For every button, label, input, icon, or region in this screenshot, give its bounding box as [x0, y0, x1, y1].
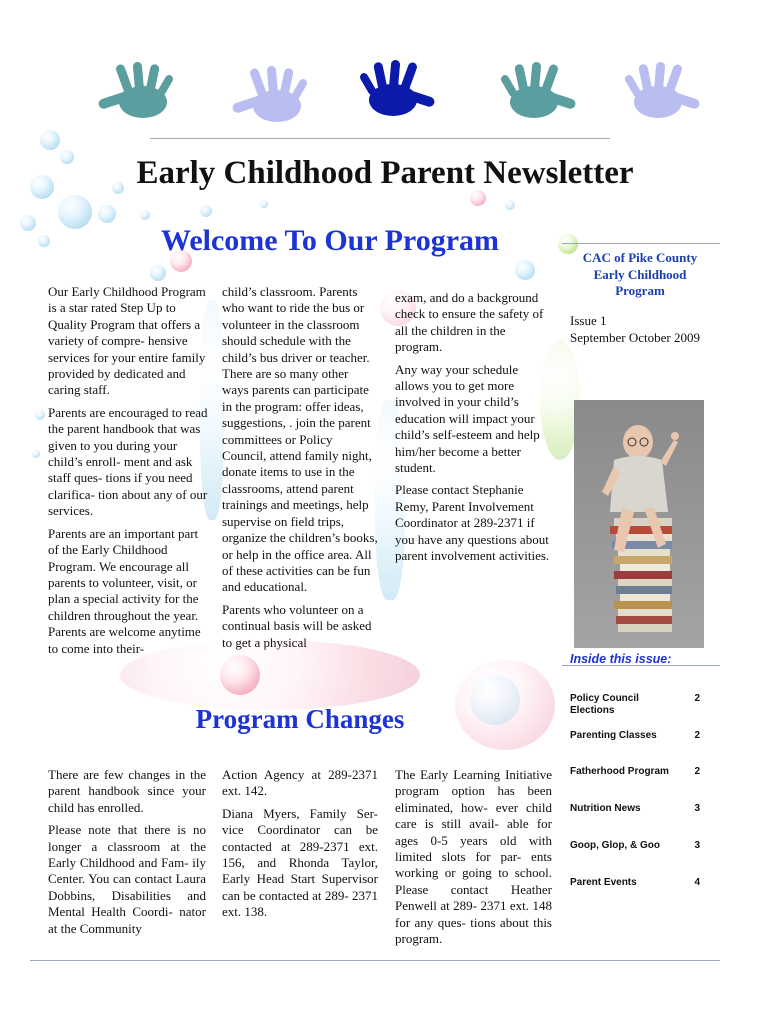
bottom-rule — [30, 960, 720, 961]
handprint-icon — [222, 66, 322, 128]
paragraph: Parents who volunteer on a continual basis will be asked to get a physical — [222, 601, 372, 650]
bubble-decoration — [140, 210, 150, 220]
paragraph: There are few changes in the parent handbook since your child has enrolled. — [48, 767, 206, 815]
toc-item-title: Parent Events — [570, 877, 637, 888]
handprint-icon — [610, 62, 710, 124]
paragraph: Parents are encouraged to read the parent handbook that was given to you during your child’s enroll- ment and ask staff ques- tions if you need clarifica- tion about any of our services. — [48, 404, 208, 519]
bubble-decoration — [515, 260, 535, 280]
welcome-col-1 — [48, 284, 208, 663]
bubble-decoration — [220, 655, 260, 695]
bubble-decoration — [150, 265, 166, 281]
bubble-decoration — [38, 235, 50, 247]
paragraph: Please note that there is no longer a classroom at the Early Childhood and Fam- ily Center. You can contact Laura Dobbins, Disabilities and Mental Health Coordi- nator at the Community — [48, 822, 206, 936]
welcome-col-2 — [222, 284, 378, 657]
toc-item-page: 2 — [694, 730, 700, 741]
bubble-decoration — [200, 205, 212, 217]
welcome-col-3 — [395, 290, 555, 571]
toc-item-title: Policy Council Elections — [570, 693, 639, 716]
changes-col-2 — [222, 767, 378, 927]
issue-number: Issue 1 — [570, 313, 607, 328]
toc-item-title: Nutrition News — [570, 803, 641, 814]
paragraph: exam, and do a background check to ensure the safety of all the children in the program. — [395, 290, 544, 355]
bubble-decoration — [32, 450, 40, 458]
welcome-heading: Welcome To Our Program — [160, 224, 500, 257]
toc-item[interactable] — [570, 766, 700, 780]
program-changes-heading: Program Changes — [195, 704, 405, 734]
toc-item[interactable] — [570, 730, 700, 744]
org-name: CAC of Pike County — [582, 250, 698, 265]
bubble-decoration — [20, 215, 36, 231]
changes-col-1 — [48, 767, 206, 943]
toc-item-title: Fatherhood Program — [570, 766, 669, 777]
handprint-icon — [486, 62, 586, 124]
toc-item-page: 2 — [694, 766, 700, 777]
toc-item[interactable] — [570, 803, 700, 817]
toc-item-page: 4 — [694, 877, 700, 888]
bubble-decoration — [40, 130, 60, 150]
toc-item-page: 3 — [694, 840, 700, 851]
paragraph: Parents are an important part of the Early Childhood Program. We encourage all parents to volunteer, visit, or plan a special activity for the children throughout the year. Parents are welcome anytime to come into their- — [48, 525, 201, 656]
bubble-decoration — [35, 410, 45, 420]
toc-item-page: 2 — [694, 693, 700, 704]
title-rule — [150, 138, 610, 139]
org-program-line: Program — [615, 283, 665, 298]
bubble-decoration — [470, 190, 486, 206]
child-photo — [574, 400, 704, 648]
sidebar-org — [560, 250, 720, 300]
toc-item-title: Parenting Classes — [570, 730, 657, 741]
toc-item[interactable] — [570, 877, 700, 891]
sidebar-top-rule — [562, 243, 720, 244]
handprint-icon — [88, 62, 188, 124]
inside-issue-title: Inside this issue: — [570, 652, 672, 666]
bubble-decoration — [98, 205, 116, 223]
issue-date: September October 2009 — [570, 330, 700, 345]
paragraph: child’s classroom. Parents who want to ride the bus or volunteer in the classroom should schedule with the child’s bus driver or teacher. There are so many other ways parents can participate in the program: offer ideas, suggestions, . join the parent committees or Policy Council, attend family night, donate items to use in the classrooms, attend parent trainings and meetings, help supervise on field trips, organize the children’s books, or help in the office area. All of these activities can be fun and educational. — [222, 284, 378, 595]
toc-item-page: 3 — [694, 803, 700, 814]
changes-col-3 — [395, 767, 552, 953]
paragraph: Diana Myers, Family Ser- vice Coordinator can be contacted at 289-2371 ext. 156, and Rhonda Taylor, Early Head Start Supervisor can be contacted at 289- 2371 ext. 138. — [222, 805, 378, 920]
newsletter-title: Early Childhood Parent Newsletter — [136, 155, 634, 191]
paragraph: The Early Learning Initiative program option has been eliminated, how- ever child care is still avail- able for ages 0-5 years old with limited slots for par- ents working or going to school. Please contact Heather Penwell at 289- 2371 ext. 148 for any ques- tions about this program. — [395, 767, 552, 947]
toc-item[interactable] — [570, 693, 700, 719]
bubble-decoration — [505, 200, 515, 210]
org-program: Early Childhood — [593, 266, 687, 282]
handprint-icon — [345, 60, 445, 122]
paragraph: Please contact Stephanie Remy, Parent Involvement Coordinator at 289-2371 if you have any questions about parent involvement activities. — [395, 482, 550, 564]
paragraph: Any way your schedule allows you to get more involved in your child’s education will impact your child’s self-esteem and help him/her become a better student. — [395, 361, 540, 476]
toc-item-title: Goop, Glop, & Goo — [570, 840, 660, 851]
paragraph: Our Early Childhood Program is a star rated Step Up to Quality Program that offers a variety of compre- hensive services for your entire family provided by dedicated and caring staff. — [48, 284, 206, 398]
toc-item[interactable] — [570, 840, 700, 854]
bubble-decoration — [470, 675, 520, 725]
paragraph: Action Agency at 289-2371 ext. 142. — [222, 767, 378, 799]
bubble-decoration — [58, 195, 92, 229]
bubble-decoration — [260, 200, 268, 208]
